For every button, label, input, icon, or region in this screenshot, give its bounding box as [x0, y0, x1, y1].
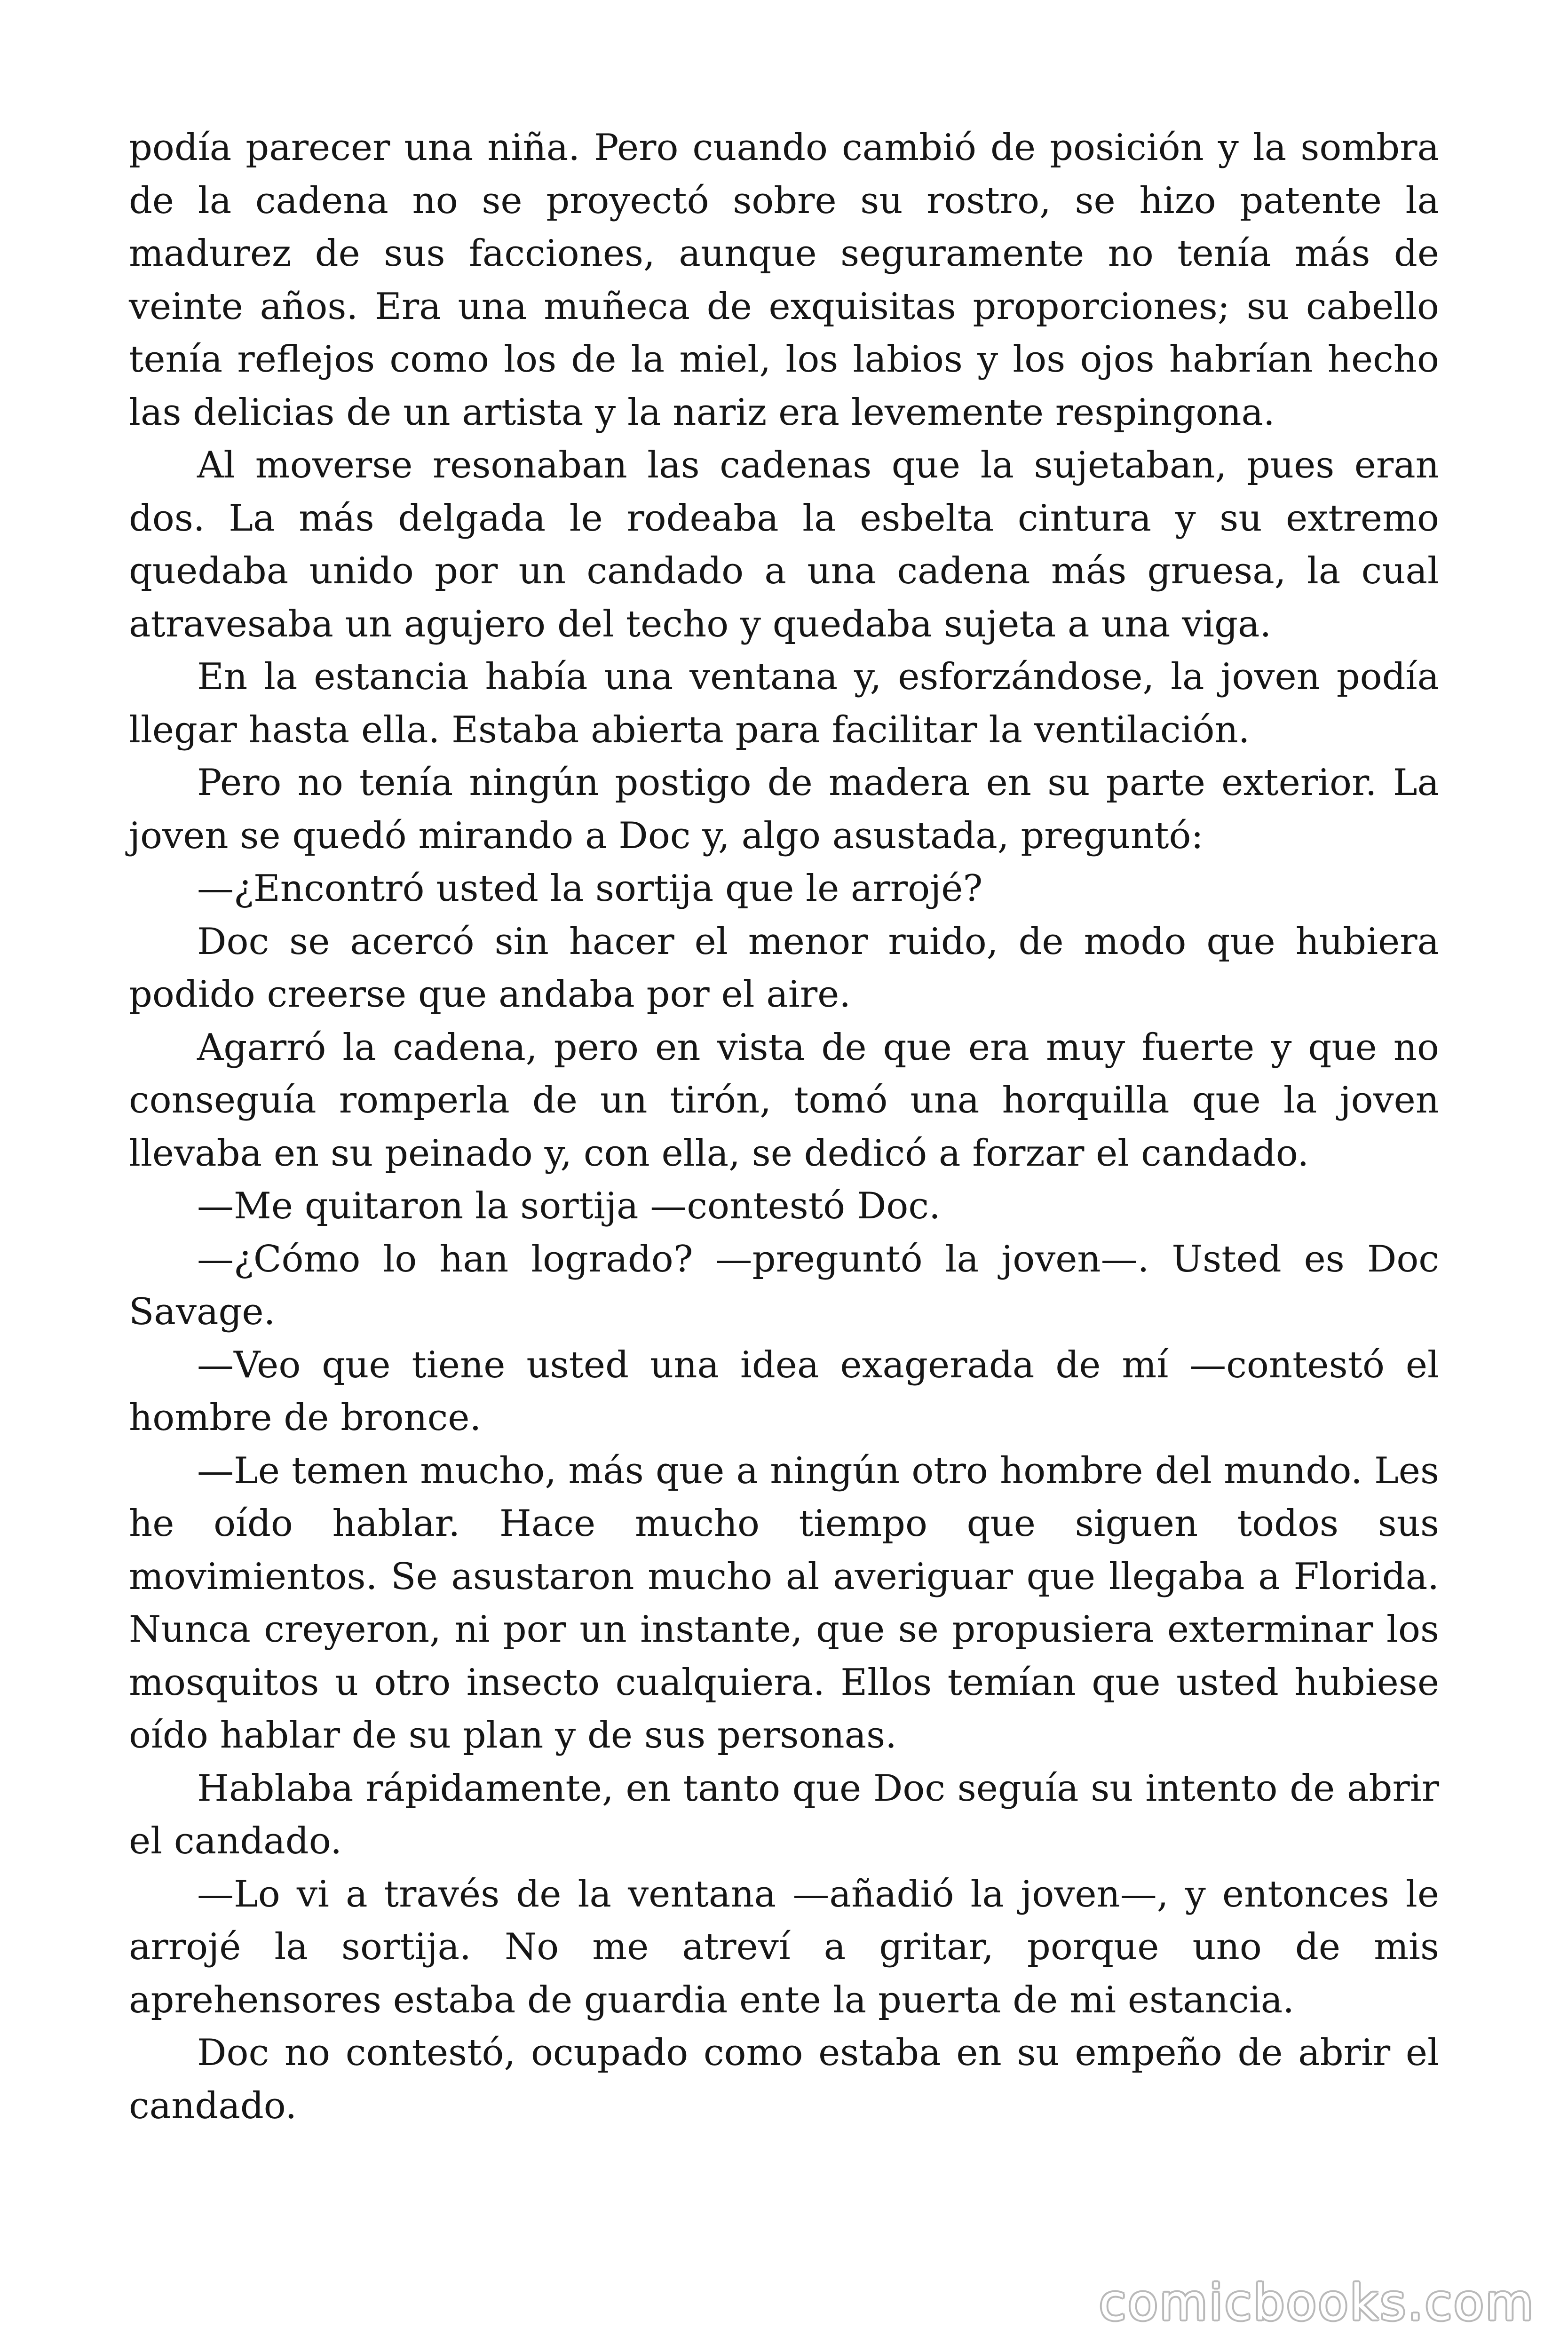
paragraph-10: —Veo que tiene usted una idea exagerada de mí —contestó el hombre de bronce. — [129, 1343, 1439, 1439]
paragraph-11: —Le temen mucho, más que a ningún otro hombre del mundo. Les he oído hablar. Hace mucho tiempo que siguen todos sus movimientos. Se asustaron mucho al averiguar que llegaba a Florida. Nunca creyeron, ni por un instante, que se propusiera exterminar los mosquitos u otro insecto cualquiera. Ellos temían que usted hubiese oído hablar de su plan y de sus personas. — [129, 1449, 1439, 1756]
paragraph-7: Agarró la cadena, pero en vista de que era muy fuerte y que no conseguía romperla de un tirón, tomó una horquilla que la joven llevaba en su peinado y, con ella, se dedicó a forzar el candado. — [129, 1026, 1439, 1175]
page-text — [129, 121, 1439, 2132]
paragraph-5: —¿Encontró usted la sortija que le arrojé? — [197, 867, 983, 910]
paragraph-4: Pero no tenía ningún postigo de madera en su parte exterior. La joven se quedó mirando a Doc y, algo asustada, preguntó: — [129, 762, 1439, 857]
watermark: comicbooks.com — [1099, 2274, 1535, 2331]
paragraph-9: —¿Cómo lo han logrado? —preguntó la joven—. Usted es Doc Savage. — [129, 1238, 1439, 1333]
paragraph-13: —Lo vi a través de la ventana —añadió la joven—, y entonces le arrojé la sortija. No me atreví a gritar, porque uno de mis aprehensores estaba de guardia ente la puerta de mi estancia. — [129, 1873, 1439, 2021]
paragraph-6: Doc se acercó sin hacer el menor ruido, de modo que hubiera podido creerse que andaba por el aire. — [129, 920, 1439, 1016]
paragraph-14: Doc no contestó, ocupado como estaba en su empeño de abrir el candado. — [129, 2032, 1439, 2127]
paragraph-1: podía parecer una niña. Pero cuando cambió de posición y la sombra de la cadena no se proyectó sobre su rostro, se hizo patente la madurez de sus facciones, aunque seguramente no tenía más de veinte años. Era una muñeca de exquisitas proporciones; su cabello tenía reflejos como los de la miel, los labios y los ojos habrían hecho las delicias de un artista y la nariz era levemente respingona. — [129, 127, 1439, 434]
paragraph-8: —Me quitaron la sortija —contestó Doc. — [197, 1185, 941, 1227]
paragraph-2: Al moverse resonaban las cadenas que la sujetaban, pues eran dos. La más delgada le rodeaba la esbelta cintura y su extremo quedaba unido por un candado a una cadena más gruesa, la cual atravesaba un agujero del techo y quedaba sujeta a una viga. — [129, 444, 1439, 645]
paragraph-12: Hablaba rápidamente, en tanto que Doc seguía su intento de abrir el candado. — [129, 1767, 1439, 1862]
paragraph-3: En la estancia había una ventana y, esforzándose, la joven podía llegar hasta ella. Estaba abierta para facilitar la ventilación. — [129, 656, 1439, 751]
